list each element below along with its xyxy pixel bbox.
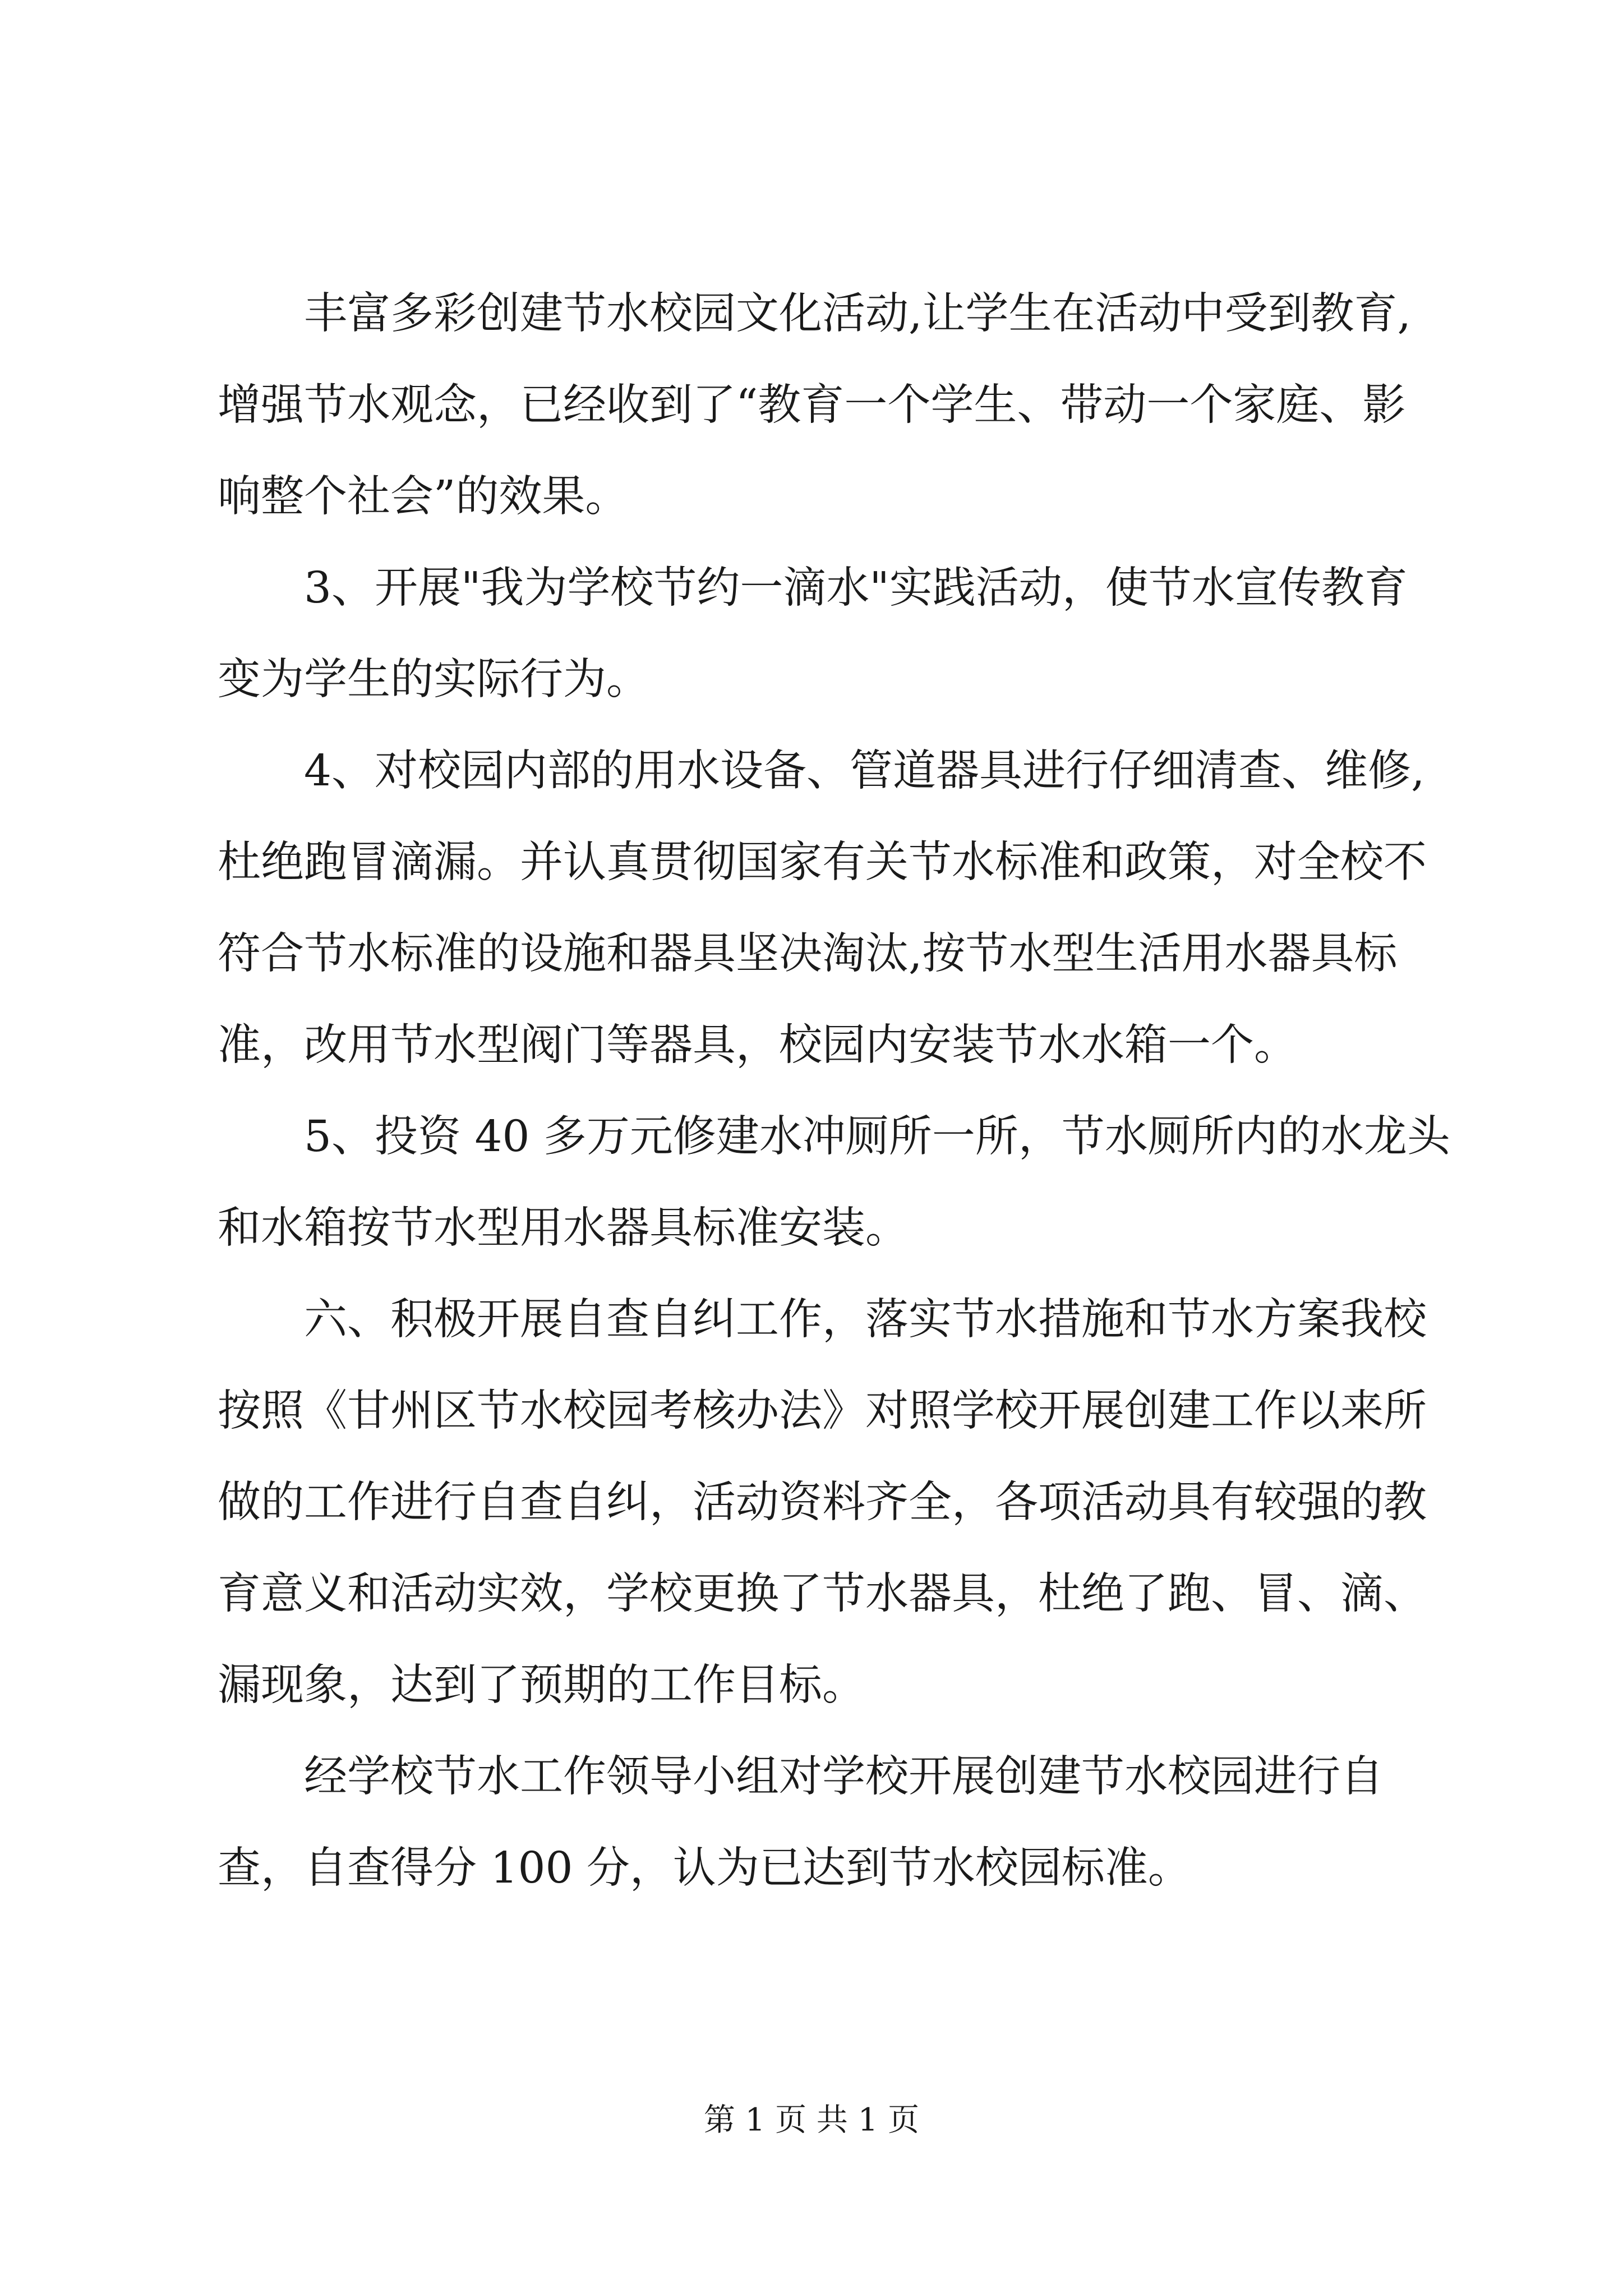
document-body: [218, 268, 1468, 1914]
text-line: 增强节水观念，已经收到了“教育一个学生、带动一个家庭、影: [218, 380, 1406, 430]
text-line: 3、开展"我为学校节约一滴水"实践活动，使节水宣传教育: [304, 563, 1408, 613]
paragraph-item-5: [218, 1091, 1468, 1274]
text-line: 丰富多彩创建节水校园文化活动,让学生在活动中受到教育,: [304, 289, 1411, 339]
paragraph-section-6: [218, 1274, 1468, 1731]
text-line: 经学校节水工作领导小组对学校开展创建节水校园进行自: [304, 1752, 1384, 1802]
text-line: 响整个社会”的效果。: [218, 472, 629, 522]
text-line: 六、积极开展自查自纠工作，落实节水措施和节水方案我校: [304, 1295, 1427, 1345]
text-line: 准，改用节水型阀门等器具，校园内安装节水水箱一个。: [218, 1020, 1297, 1070]
text-line: 和水箱按节水型用水器具标准安装。: [218, 1203, 909, 1253]
paragraph-culture-activities: [218, 268, 1468, 542]
text-line: 育意义和活动实效，学校更换了节水器具，杜绝了跑、冒、滴、: [218, 1569, 1427, 1619]
paragraph-item-4: [218, 725, 1468, 1091]
text-line: 查，自查得分 100 分，认为已达到节水校园标准。: [218, 1843, 1191, 1893]
text-line: 漏现象，达到了预期的工作目标。: [218, 1660, 865, 1710]
text-line: 杜绝跑冒滴漏。并认真贯彻国家有关节水标准和政策，对全校不: [218, 838, 1427, 887]
paragraph-item-3: [218, 542, 1468, 725]
text-line: 按照《甘州区节水校园考核办法》对照学校开展创建工作以来所: [218, 1386, 1427, 1436]
page-number-footer: 第 1 页 共 1 页: [703, 2102, 920, 2138]
text-line: 做的工作进行自查自纠，活动资料齐全，各项活动具有较强的教: [218, 1478, 1427, 1527]
paragraph-conclusion: [218, 1731, 1468, 1914]
text-line: 符合节水标准的设施和器具坚决淘汰,按节水型生活用水器具标: [218, 929, 1398, 979]
text-line: 4、对校园内部的用水设备、管道器具进行仔细清查、维修,: [304, 746, 1425, 796]
text-line: 5、投资 40 多万元修建水冲厕所一所，节水厕所内的水龙头: [304, 1112, 1450, 1162]
text-line: 变为学生的实际行为。: [218, 655, 649, 705]
